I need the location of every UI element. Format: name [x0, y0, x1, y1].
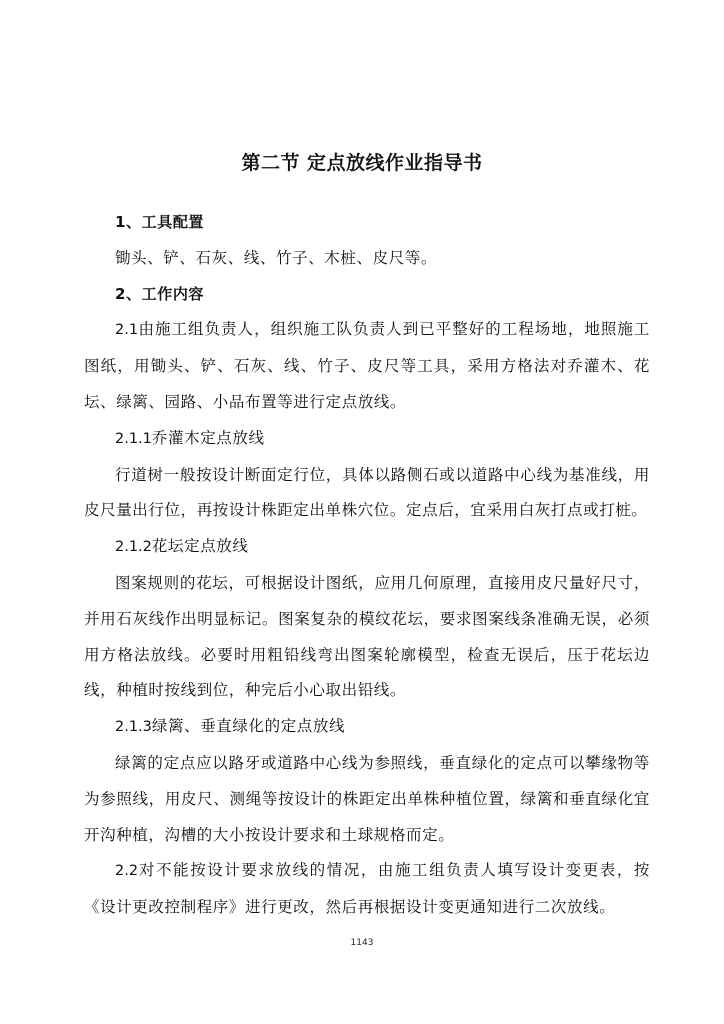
section-heading-tools: 1、工具配置 — [115, 213, 205, 231]
paragraph-hedge: 绿篱的定点应以路牙或道路中心线为参照线，垂直绿化的定点可以攀缘物等为参照线，用皮尺、测绳等按设计的株距定出单株种植位置，绿篱和垂直绿化宜开沟种植，沟槽的大小按设计要求和土球规格而定。 — [84, 753, 650, 844]
subheading-2-1-2 — [84, 529, 650, 566]
clause-number: 2.1.1 — [115, 430, 152, 447]
paragraph-flowerbed: 图案规则的花坛，可根据设计图纸，应用几何原理，直接用皮尺量好尺寸，并用石灰线作出明显标记。图案复杂的模纹花坛，要求图案线条准确无误，必须用方格法放线。必要时用粗铅线弯出图案轮廓模型，检查无误后，压于花坛边线，种植时按线到位，种完后小心取出铅线。 — [84, 573, 650, 700]
page-title: 第二节 定点放线作业指导书 — [241, 152, 483, 174]
page-number: 1143 — [350, 938, 374, 948]
paragraph-tools: 锄头、铲、石灰、线、竹子、木桩、皮尺等。 — [115, 248, 438, 267]
paragraph-2-2 — [84, 853, 650, 926]
clause-number: 2.1.2 — [115, 539, 152, 556]
clause-number: 2.1.3 — [115, 719, 152, 736]
clause-number: 2.2 — [115, 863, 139, 880]
clause-number: 2.1 — [115, 322, 139, 339]
subheading-2-1-3 — [84, 709, 650, 746]
document-body — [84, 205, 650, 926]
clause-text: 对不能按设计要求放线的情况，由施工组负责人填写设计变更表，按《设计更改控制程序》进行更改，然后再根据设计变更通知进行二次放线。 — [84, 861, 650, 917]
clause-text: 由施工组负责人，组织施工队负责人到已平整好的工程场地，地照施工图纸，用锄头、铲、石灰、线、竹子、皮尺等工具，采用方格法对乔灌木、花坛、绿篱、园路、小品布置等进行定点放线。 — [84, 320, 650, 411]
section-heading-work: 2、工作内容 — [115, 284, 205, 303]
subheading-2-1-1 — [84, 421, 650, 458]
clause-text: 乔灌木定点放线 — [151, 428, 265, 447]
clause-text: 绿篱、垂直绿化的定点放线 — [151, 717, 346, 736]
paragraph-trees: 行道树一般按设计断面定行位，具体以路侧石或以道路中心线为基准线，用皮尺量出行位，再按设计株距定出单株穴位。定点后，宜采用白灰打点或打桩。 — [84, 465, 650, 520]
clause-text: 花坛定点放线 — [151, 537, 249, 556]
paragraph-2-1 — [84, 312, 650, 420]
